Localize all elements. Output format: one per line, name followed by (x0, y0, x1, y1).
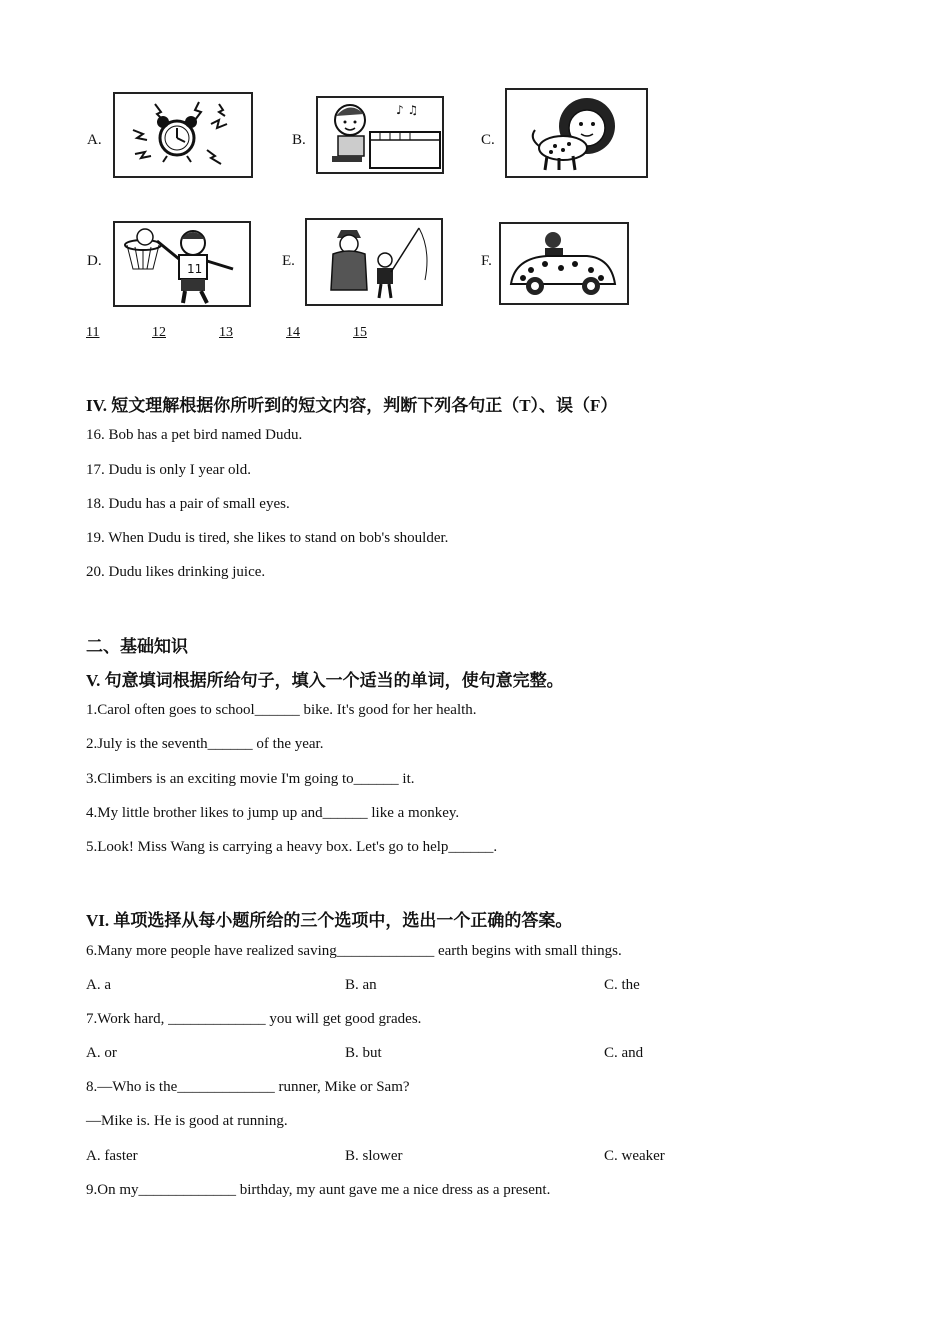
answer-blank-12[interactable]: 12 (152, 325, 166, 340)
question-8: 8.—Who is the_____________ runner, Mike or Sam? (86, 1079, 410, 1095)
list-item: 18. Dudu has a pair of small eyes. (86, 496, 290, 512)
option-b[interactable]: B. slower (345, 1148, 403, 1164)
picture-label-b: B. (292, 132, 306, 148)
question-9: 9.On my_____________ birthday, my aunt gave me a nice dress as a present. (86, 1182, 551, 1198)
picture-label-a: A. (87, 132, 102, 148)
list-item: 1.Carol often goes to school______ bike. It's good for her health. (86, 702, 477, 718)
option-b[interactable]: B. but (345, 1045, 382, 1061)
list-item: 3.Climbers is an exciting movie I'm going to______ it. (86, 771, 415, 787)
list-item: 5.Look! Miss Wang is carrying a heavy box. Let's go to help______. (86, 839, 498, 855)
lion-icon (507, 90, 646, 176)
picture-label-f: F. (481, 253, 492, 269)
picture-a (113, 92, 253, 178)
picture-label-d: D. (87, 253, 102, 269)
answer-blank-15[interactable]: 15 (353, 325, 367, 340)
option-c[interactable]: C. the (604, 977, 640, 993)
list-item: 4.My little brother likes to jump up and______ like a monkey. (86, 805, 460, 821)
picture-label-c: C. (481, 132, 495, 148)
section-4-header: IV. 短文理解根据你所听到的短文内容，判断下列各句正（T）、误（F） (86, 396, 618, 415)
svg-text:11: 11 (187, 262, 203, 276)
answer-blank-11[interactable]: 11 (86, 325, 100, 340)
list-item: 16. Bob has a pet bird named Dudu. (86, 427, 303, 443)
option-c[interactable]: C. and (604, 1045, 644, 1061)
boy-playing-basketball-icon (115, 223, 249, 305)
section-6-header: VI. 单项选择从每小题所给的三个选项中，选出一个正确的答案。 (86, 911, 573, 930)
option-c[interactable]: C. weaker (604, 1148, 665, 1164)
picture-c (505, 88, 648, 178)
picture-d (113, 221, 251, 307)
question-6: 6.Many more people have realized saving_____________ earth begins with small things. (86, 943, 622, 959)
list-item: 2.July is the seventh______ of the year. (86, 736, 324, 752)
picture-label-e: E. (282, 253, 295, 269)
question-8-reply: —Mike is. He is good at running. (86, 1113, 288, 1129)
picture-e (305, 218, 443, 306)
option-a[interactable]: A. or (86, 1045, 117, 1061)
picture-f (499, 222, 629, 305)
picture-b (316, 96, 444, 174)
alarm-clock-icon (115, 94, 251, 176)
question-7: 7.Work hard, _____________ you will get good grades. (86, 1011, 422, 1027)
boy-playing-piano-icon (318, 98, 442, 172)
section-5-header: V. 句意填词根据所给句子，填入一个适当的单词，使句意完整。 (86, 671, 564, 690)
part-2-header: 二、基础知识 (86, 637, 188, 656)
list-item: 20. Dudu likes drinking juice. (86, 564, 266, 580)
answer-blank-14[interactable]: 14 (286, 325, 300, 340)
option-b[interactable]: B. an (345, 977, 377, 993)
option-a[interactable]: A. faster (86, 1148, 138, 1164)
svg-text:♪ ♫: ♪ ♫ (396, 103, 419, 117)
grandpa-fishing-icon (307, 220, 441, 304)
list-item: 19. When Dudu is tired, she likes to stand on bob's shoulder. (86, 530, 449, 546)
option-a[interactable]: A. a (86, 977, 111, 993)
list-item: 17. Dudu is only I year old. (86, 462, 251, 478)
man-in-car-icon (501, 224, 627, 303)
answer-blank-13[interactable]: 13 (219, 325, 233, 340)
